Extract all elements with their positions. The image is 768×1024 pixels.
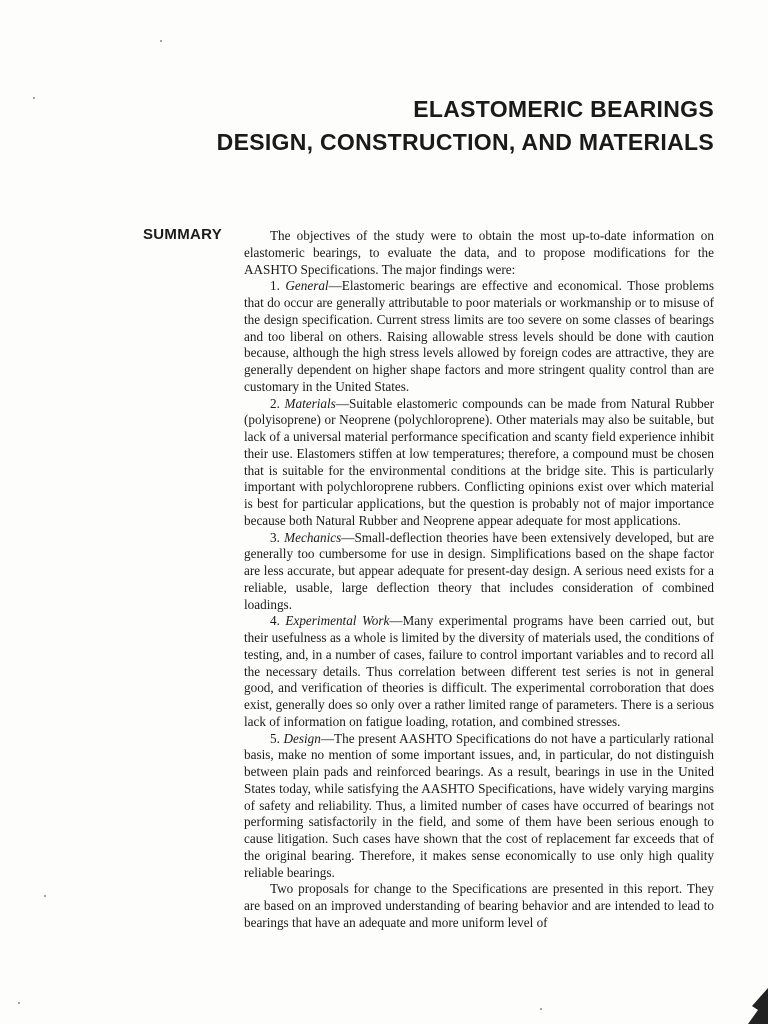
term-dash: —	[389, 613, 403, 629]
page-edge-mark	[738, 984, 768, 1024]
finding-general	[244, 278, 714, 395]
finding-text: Suitable elastomeric compounds can be made from Natural Rubber (polyisoprene) or Neoprene (polychloroprene). Other materials may also be suitable, but lack of a universal material performance specification and scanty field experience inhibit their use. Elastomers stiffen at low temperatures; therefore, a compound must be chosen that is suitable for the environmental conditions at the bridge site. This is particularly important with polychloroprene rubbers. Conflicting opinions exist over which material is best for particular applications, but the question is probably not of major importance because both Natural Rubber and Neoprene appear adequate for most applications.	[244, 395, 714, 528]
summary-intro: The objectives of the study were to obtain the most up-to-date information on elastomeric bearings, to evaluate the data, and to propose modifications for the AASHTO Specifications. The major findings were:	[244, 228, 714, 277]
summary-closing: Two proposals for change to the Specifications are presented in this report. They are based on an improved understanding of bearing behavior and are intended to lead to bearings that have an adequate and more uniform level of	[244, 881, 714, 930]
finding-text: Elastomeric bearings are effective and economical. Those problems that do occur are generally attributable to poor materials or workmanship or to misuse of the design specification. Current stress limits are too severe on some classes of bearings and too liberal on others. Raising allowable stress levels should be done with caution because, although the high stress levels allowed by foreign codes are attractive, they are generally dependent on higher shape factors and more stringent quality control than are customary in the United States.	[244, 278, 714, 394]
finding-experimental-work	[244, 613, 714, 730]
finding-text: Many experimental programs have been carried out, but their usefulness as a whole is limited by the diversity of materials used, the conditions of testing, and, in a number of cases, failure to control important variables and to record all the necessary details. Thus correlation between different test series is not in general good, and verification of theories is difficult. The experimental corroboration that does exist, generally does so only over a rather limited range of parameters. There is a serious lack of information on fatigue loading, rotation, and combined stresses.	[244, 613, 714, 729]
scan-speck	[18, 1002, 20, 1004]
finding-design	[244, 731, 714, 882]
finding-number: 4.	[270, 613, 280, 629]
finding-number: 5.	[270, 730, 280, 746]
summary-body	[244, 228, 714, 932]
finding-term: Experimental Work	[285, 613, 390, 629]
term-dash: —	[335, 395, 349, 411]
finding-term: Mechanics	[284, 529, 342, 545]
finding-number: 2.	[270, 395, 280, 411]
finding-term: General	[285, 278, 329, 294]
summary-heading: SUMMARY	[143, 226, 223, 243]
scan-speck	[540, 1008, 542, 1010]
page-title-line-1: ELASTOMERIC BEARINGS	[413, 96, 714, 122]
term-dash: —	[341, 529, 355, 545]
finding-term: Materials	[284, 395, 336, 411]
finding-text: The present AASHTO Specifications do not have a particularly rational basis, make no mention of some important issues, and, in particular, do not distinguish between plain pads and reinforced bearings. As a result, bearings in use in the United States today, while satisfying the AASHTO Specifications, have widely varying margins of safety and reliability. Thus, a limited number of cases have occurred of bearings not performing satisfactorily in the field, and some of them have been serious enough to cause litigation. Such cases have shown that the cost of replacement far exceeds that of the original bearing. Therefore, it makes sense economically to use only high quality reliable bearings.	[244, 730, 715, 880]
finding-materials	[244, 396, 714, 530]
scan-speck	[33, 97, 35, 99]
finding-term: Design	[283, 730, 321, 746]
finding-text: Small-deflection theories have been extensively developed, but are generally too cumbersome for use in design. Simplifications based on the shape factor are less accurate, but appear adequate for present-day design. A serious need exists for a reliable, usable, large deflection theory that includes consideration of combined loadings.	[244, 529, 714, 612]
term-dash: —	[328, 278, 342, 294]
finding-number: 1.	[270, 278, 280, 294]
term-dash: —	[320, 730, 335, 746]
title-block	[217, 93, 714, 159]
page-title-line-2: DESIGN, CONSTRUCTION, AND MATERIALS	[216, 129, 714, 155]
finding-number: 3.	[270, 529, 280, 545]
scan-speck	[44, 895, 46, 897]
scan-speck	[160, 40, 162, 42]
finding-mechanics	[244, 530, 714, 614]
